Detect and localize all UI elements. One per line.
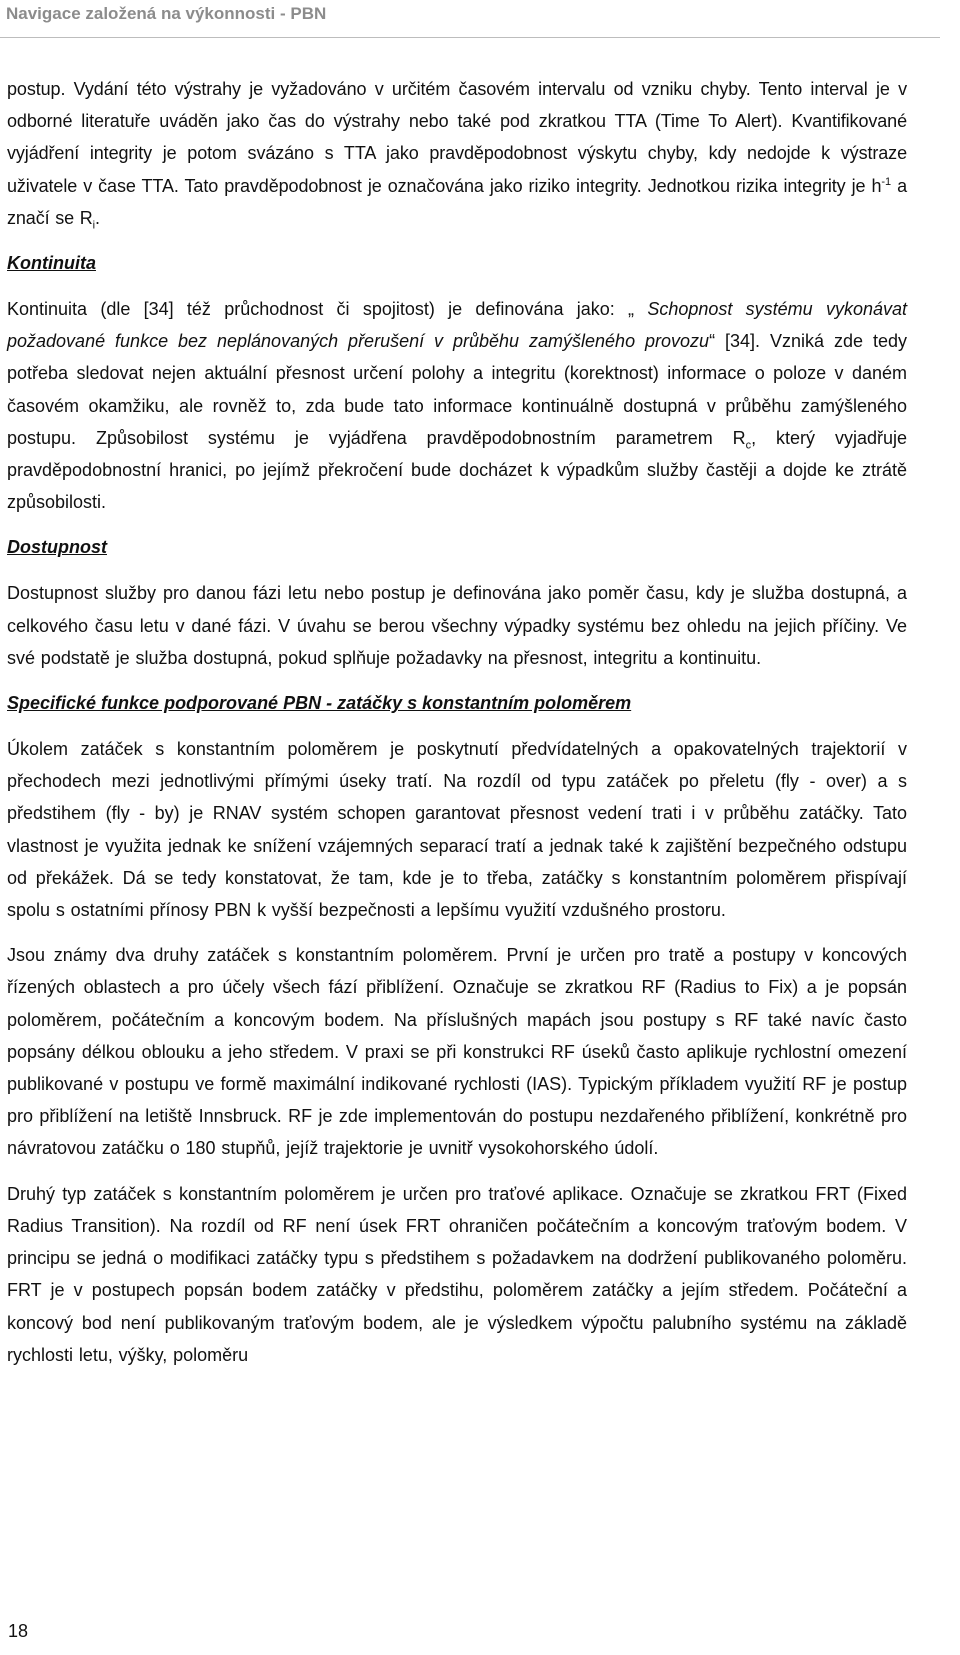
integrity-text-a: postup. Vydání této výstrahy je vyžadováno v určitém časovém intervalu od vzniku chyby. Tento interval je v odborné literatuře uváděn jako čas do výstrahy nebo také pod zkratkou TTA (Time To Alert). Kvantifikované vyjádření integrity je potom svázáno s TTA jako pravděpodobnost výskytu chyby, kdy nedojde k výstraze uživatele v čase TTA. Tato pravděpodobnost je označována jako riziko integrity. Jednotkou rizika integrity je h [7, 79, 907, 196]
running-header: Navigace založená na výkonnosti - PBN [6, 4, 327, 23]
rf-paragraph-1: Úkolem zatáček s konstantním poloměrem je poskytnutí předvídatelných a opakovatelných trajektorií v přechodech mezi jednotlivými přímými úseky tratí. Na rozdíl od typu zatáček po přeletu (fly - over) a s předstihem (fly - by) je RNAV systém schopen garantovat přesnost vedení trati i v průběhu zatáčky. Tato vlastnost je využita jednak ke snížení vzájemných separací tratí a jednak také k zajištění bezpečného odstupu od překážek. Dá se tedy konstatovat, že tam, kde je to třeba, zatáčky s konstantním poloměrem přispívají spolu s ostatními přínosy PBN k vyšší bezpečnosti a lepšímu využití vzdušného prostoru. [7, 739, 907, 921]
kontinuita-definition-quote: Schopnost systému vykonávat požadované funkce bez neplánovaných přerušení v průběhu zamýšleného provozu [7, 299, 907, 352]
kontinuita-text-b: [34]. Vzniká zde tedy potřeba sledovat nejen aktuální přesnost určení polohy a integritu (korektnost) informace o poloze v daném časovém okamžiku, ale rovněž to, zda bude tato informace kontinuálně dostupná v průběhu zamýšleného postupu. Způsobilost systému je vyjádřena pravděpodobnostním parametrem R [7, 331, 907, 448]
heading-dostupnost: Dostupnost [7, 537, 107, 558]
quote-open-mark: „ [628, 299, 635, 320]
heading-kontinuita: Kontinuita [7, 253, 96, 274]
integrity-paragraph [7, 73, 907, 234]
kontinuita-paragraph [7, 293, 907, 518]
rf-paragraph-3: Druhý typ zatáček s konstantním poloměrem je určen pro traťové aplikace. Označuje se zkratkou FRT (Fixed Radius Transition). Na rozdíl od RF není úsek FRT ohraničen počátečním a koncovým traťovým bodem. V principu se jedná o modifikaci zatáčky typu s předstihem s požadavkem na dodržení publikovaného poloměru. FRT je v postupech popsán bodem zatáčky v předstihu, poloměrem zatáčky a jejím středem. Počáteční a koncový bod není publikovaným traťovým bodem, ale je výsledkem výpočtu palubního systému na základě rychlosti letu, výšky, poloměru [7, 1183, 907, 1365]
integrity-text-c: . [95, 207, 100, 228]
integrity-subscript: i [92, 219, 95, 232]
kontinuita-text-a: Kontinuita (dle [34] též průchodnost či spojitost) je definována jako: [7, 299, 629, 320]
header-divider [0, 37, 940, 38]
kontinuita-text-c: , který vyjadřuje pravděpodobnostní hranici, po jejímž překročení bude docházet k výpadkům služby častěji a dojde ke ztrátě způsobilosti. [7, 427, 907, 513]
unit-exponent: -1 [881, 175, 892, 188]
page-number: 18 [8, 1621, 29, 1641]
integrity-text-b: a značí se R [7, 175, 907, 228]
quote-close-mark: “ [709, 331, 716, 352]
rf-paragraph-2: Jsou známy dva druhy zatáček s konstantním poloměrem. První je určen pro tratě a postupy v koncových řízených oblastech a pro účely všech fází přiblížení. Označuje se zkratkou RF (Radius to Fix) a je popsán poloměrem, počátečním a koncovým bodem. Na příslušných mapách jsou postupy s RF také navíc často popsány délkou oblouku a jeho středem. V praxi se při konstrukci RF úseků často aplikuje rychlostní omezení publikované v postupu ve formě maximální indikované rychlosti (IAS). Typickým příkladem využití RF je postup pro přiblížení na letiště Innsbruck. RF je zde implementován do postupu nezdařeného přiblížení, konkrétně pro návratovou zatáčku o 180 stupňů, jejíž trajektorie je uvnitř vysokohorského údolí. [7, 945, 907, 1159]
heading-specific-functions: Specifické funkce podporované PBN - zatáčky s konstantním poloměrem [7, 693, 632, 714]
document-body [7, 73, 907, 1384]
dostupnost-paragraph: Dostupnost služby pro danou fázi letu nebo postup je definována jako poměr času, kdy je služba dostupná, a celkového času letu v dané fázi. V úvahu se berou všechny výpadky systému bez ohledu na jejich příčiny. Ve své podstatě je služba dostupná, pokud splňuje požadavky na přesnost, integritu a kontinuitu. [7, 583, 907, 668]
kontinuita-subscript: c [745, 439, 752, 452]
